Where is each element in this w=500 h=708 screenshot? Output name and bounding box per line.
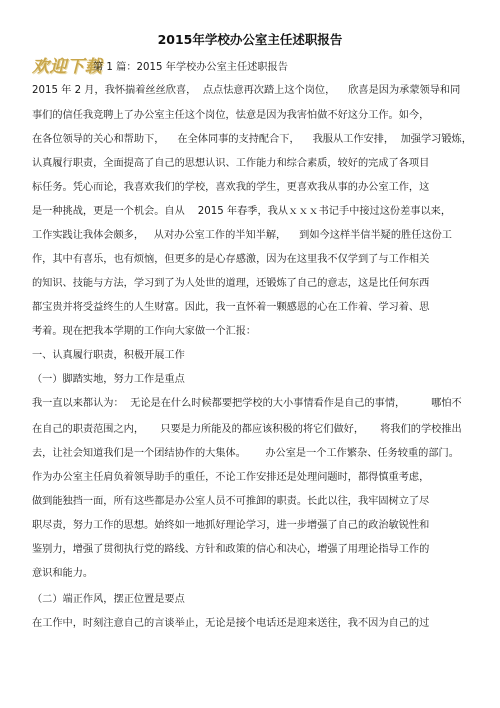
paragraph-line: 2015 年 2 月，我怀揣着丝丝欣喜， 点点怯意再次踏上这个岗位， 欣喜是因为承蒙领导和同 xyxy=(32,85,461,96)
subsection-heading: （二）端正作风，摆正位置是要点 xyxy=(32,594,185,605)
paragraph-line: 做到能独挡一面，所有这些都是办公室人员不可推卸的职责。长此以往，我牢固树立了尽 xyxy=(32,496,430,507)
paragraph-line: 职尽责，努力工作的思想。始终如一地抓好理论学习，进一步增强了自己的政治敏锐性和 xyxy=(32,520,430,531)
watermark-logo: 欢迎下载 xyxy=(32,57,102,77)
paragraph-line: 我一直以来都认为： 无论是在什么时候都要把学校的大小事情看作是自己的事情， 哪怕不 xyxy=(32,398,462,409)
paragraph-line: 鉴别力，增强了贯彻执行党的路线、方针和政策的信心和决心，增强了用理论指导工作的 xyxy=(32,544,430,555)
section-heading: 第 1 篇：2015 年学校办公室主任述职报告 xyxy=(93,62,288,73)
paragraph-line: 标任务。凭心而论，我喜欢我们的学校，喜欢我的学生，更喜欢我从事的办公室工作，这 xyxy=(32,182,430,193)
paragraph-line: 事们的信任我竞聘上了办公室主任这个岗位，怯意是因为我害怕做不好这分工作。如今， xyxy=(32,110,430,121)
paragraph-line: 都宝贵并将受益终生的人生财富。因此，我一直怀着一颗感恩的心在工作着、学习着、思 xyxy=(32,302,430,313)
subsection-heading: （一）脚踏实地，努力工作是重点 xyxy=(32,374,185,385)
paragraph-line: 的知识、技能与方法，学习到了为人处世的道理，还锻炼了自己的意志，这是比任何东西 xyxy=(32,278,430,289)
section-heading: 一、认真履行职责，积极开展工作 xyxy=(32,350,185,361)
paragraph-line: 在自己的职责范围之内， 只要是力所能及的都应该积极的将它们做好， 将我们的学校推出 xyxy=(32,424,462,435)
paragraph-line: 在各位领导的关心和帮助下， 在全体同事的支持配合下， 我服从工作安排， 加强学习锻炼， xyxy=(32,134,472,145)
paragraph-line: 意识和能力。 xyxy=(32,568,94,579)
paragraph-line: 作为办公室主任肩负着领导助手的重任，不论工作安排还是处理问题时，都得慎重考虑， xyxy=(32,472,430,483)
paragraph-line: 是一种挑战，更是一个机会。自从 2015 年春季，我从ｘｘｘ书记手中接过这份差事以来， xyxy=(32,206,452,217)
paragraph-line: 考着。现在把我本学期的工作向大家做一个汇报： xyxy=(32,326,257,337)
paragraph-line: 认真履行职责，全面提高了自己的思想认识、工作能力和综合素质，较好的完成了各项目 xyxy=(32,158,430,169)
paragraph-line: 在工作中，时刻注意自己的言谈举止，无论是接个电话还是迎来送往，我不因为自己的过 xyxy=(32,618,430,629)
paragraph-line: 去，让社会知道我们是一个团结协作的大集体。 办公室是一个工作繁杂、任务较重的部门。 xyxy=(32,448,459,459)
paragraph-line: 工作实践让我体会颇多， 从对办公室工作的半知半解， 到如今这样半信半疑的胜任这份工 xyxy=(32,230,452,241)
paragraph-line: 作，其中有喜乐，也有烦恼，但更多的是心存感激，因为在这里我不仅学到了与工作相关 xyxy=(32,254,430,265)
document-title: 2015年学校办公室主任述职报告 xyxy=(157,32,343,47)
